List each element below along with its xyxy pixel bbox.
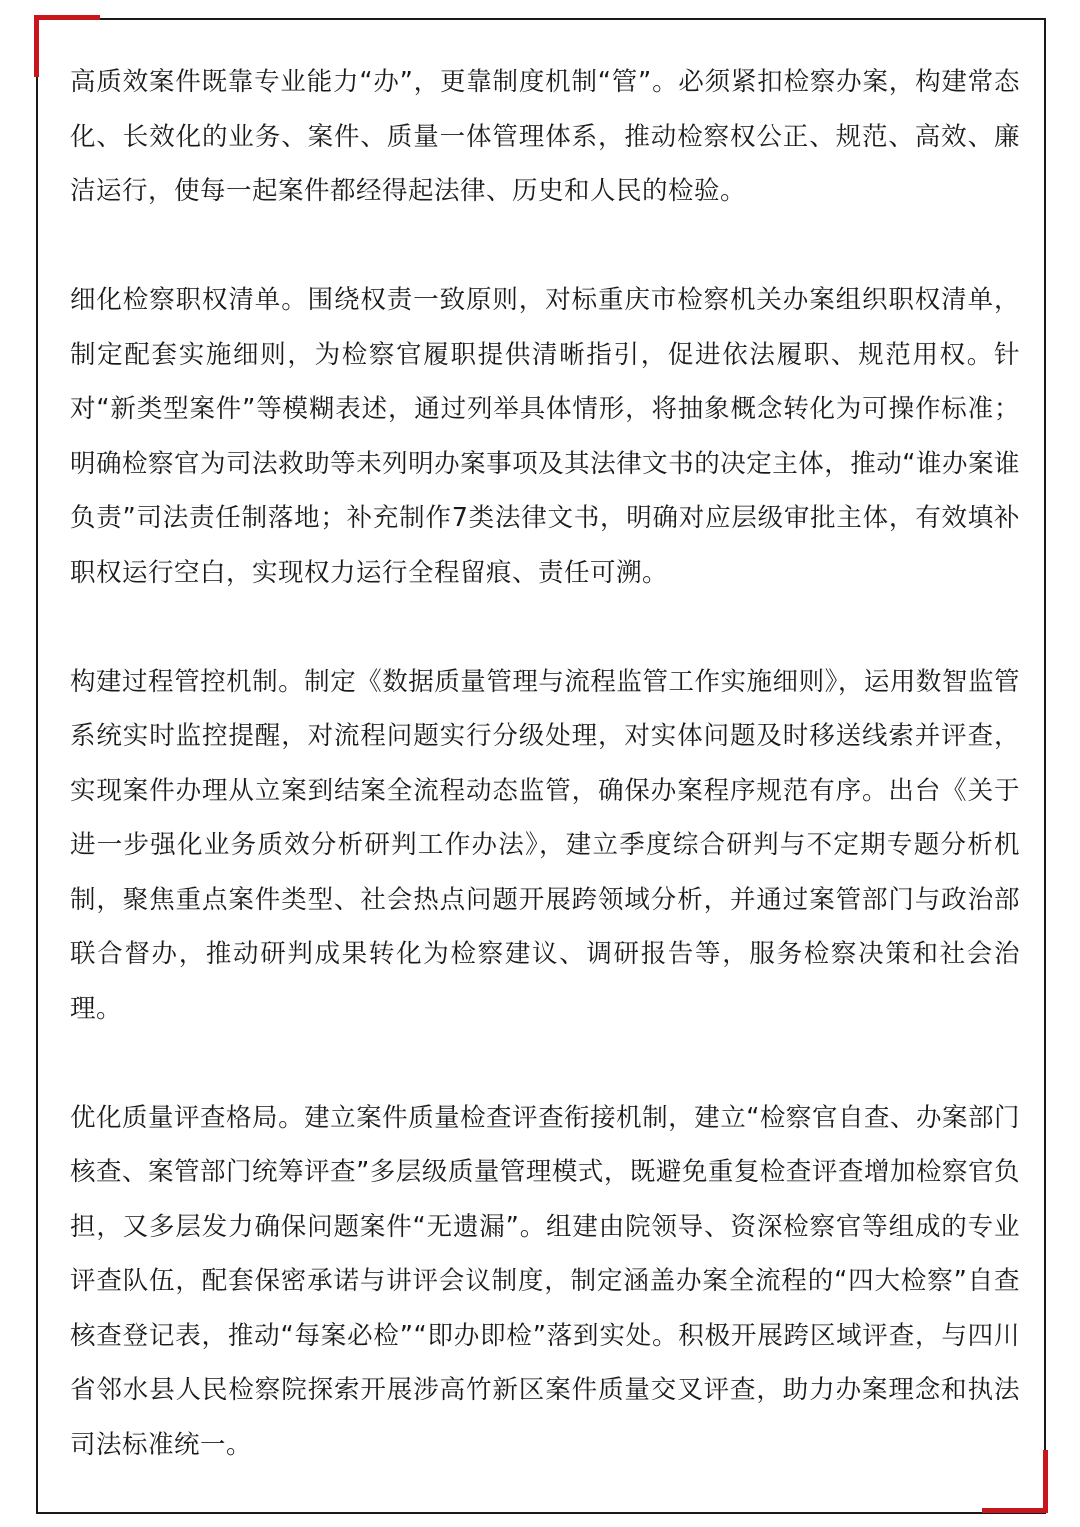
paragraph-quality-review: 优化质量评查格局。建立案件质量检查评查衔接机制，建立“检察官自查、办案部门核查、案管部门统筹评查”多层级质量管理模式，既避免重复检查评查增加检察官负担，又多层发力确保问题案件“无遗漏”。组建由院领导、资深检察官等组成的专业评查队伍，配套保密承诺与讲评会议制度，制定涵盖办案全流程的“四大检察”自查核查登记表，推动“每案必检”“即办即检”落到实处。积极开展跨区域评查，与四川省邻水县人民检察院探索开展涉高竹新区案件质量交叉评查，助力办案理念和执法司法标准统一。 xyxy=(70,1102,1020,1460)
article-body xyxy=(70,55,1020,1472)
corner-accent-top-left-vertical xyxy=(34,15,39,77)
paragraph-intro: 高质效案件既靠专业能力“办”，更靠制度机制“管”。必须紧扣检察办案，构建常态化、长效化的业务、案件、质量一体管理体系，推动检察权公正、规范、高效、廉洁运行，使每一起案件都经得起法律、历史和人民的检验。 xyxy=(70,67,1020,206)
paragraph-process-control: 构建过程管控机制。制定《数据质量管理与流程监管工作实施细则》，运用数智监管系统实时监控提醒，对流程问题实行分级处理，对实体问题及时移送线索并评查，实现案件办理从立案到结案全流程动态监管，确保办案程序规范有序。出台《关于进一步强化业务质效分析研判工作办法》，建立季度综合研判与不定期专题分析机制，聚焦重点案件类型、社会热点问题开展跨领域分析，并通过案管部门与政治部联合督办，推动研判成果转化为检察建议、调研报告等，服务检察决策和社会治理。 xyxy=(70,666,1020,1024)
corner-accent-bottom-right-horizontal xyxy=(982,1508,1048,1513)
paragraph-authority-list: 细化检察职权清单。围绕权责一致原则，对标重庆市检察机关办案组织职权清单，制定配套实施细则，为检察官履职提供清晰指引，促进依法履职、规范用权。针对“新类型案件”等模糊表述，通过列举具体情形，将抽象概念转化为可操作标准；明确检察官为司法救助等未列明办案事项及其法律文书的决定主体，推动“谁办案谁负责”司法责任制落地；补充制作7类法律文书，明确对应层级审批主体，有效填补职权运行空白，实现权力运行全程留痕、责任可溯。 xyxy=(70,285,1020,588)
corner-accent-top-left-horizontal xyxy=(34,15,100,20)
corner-accent-bottom-right-vertical xyxy=(1043,1450,1048,1513)
